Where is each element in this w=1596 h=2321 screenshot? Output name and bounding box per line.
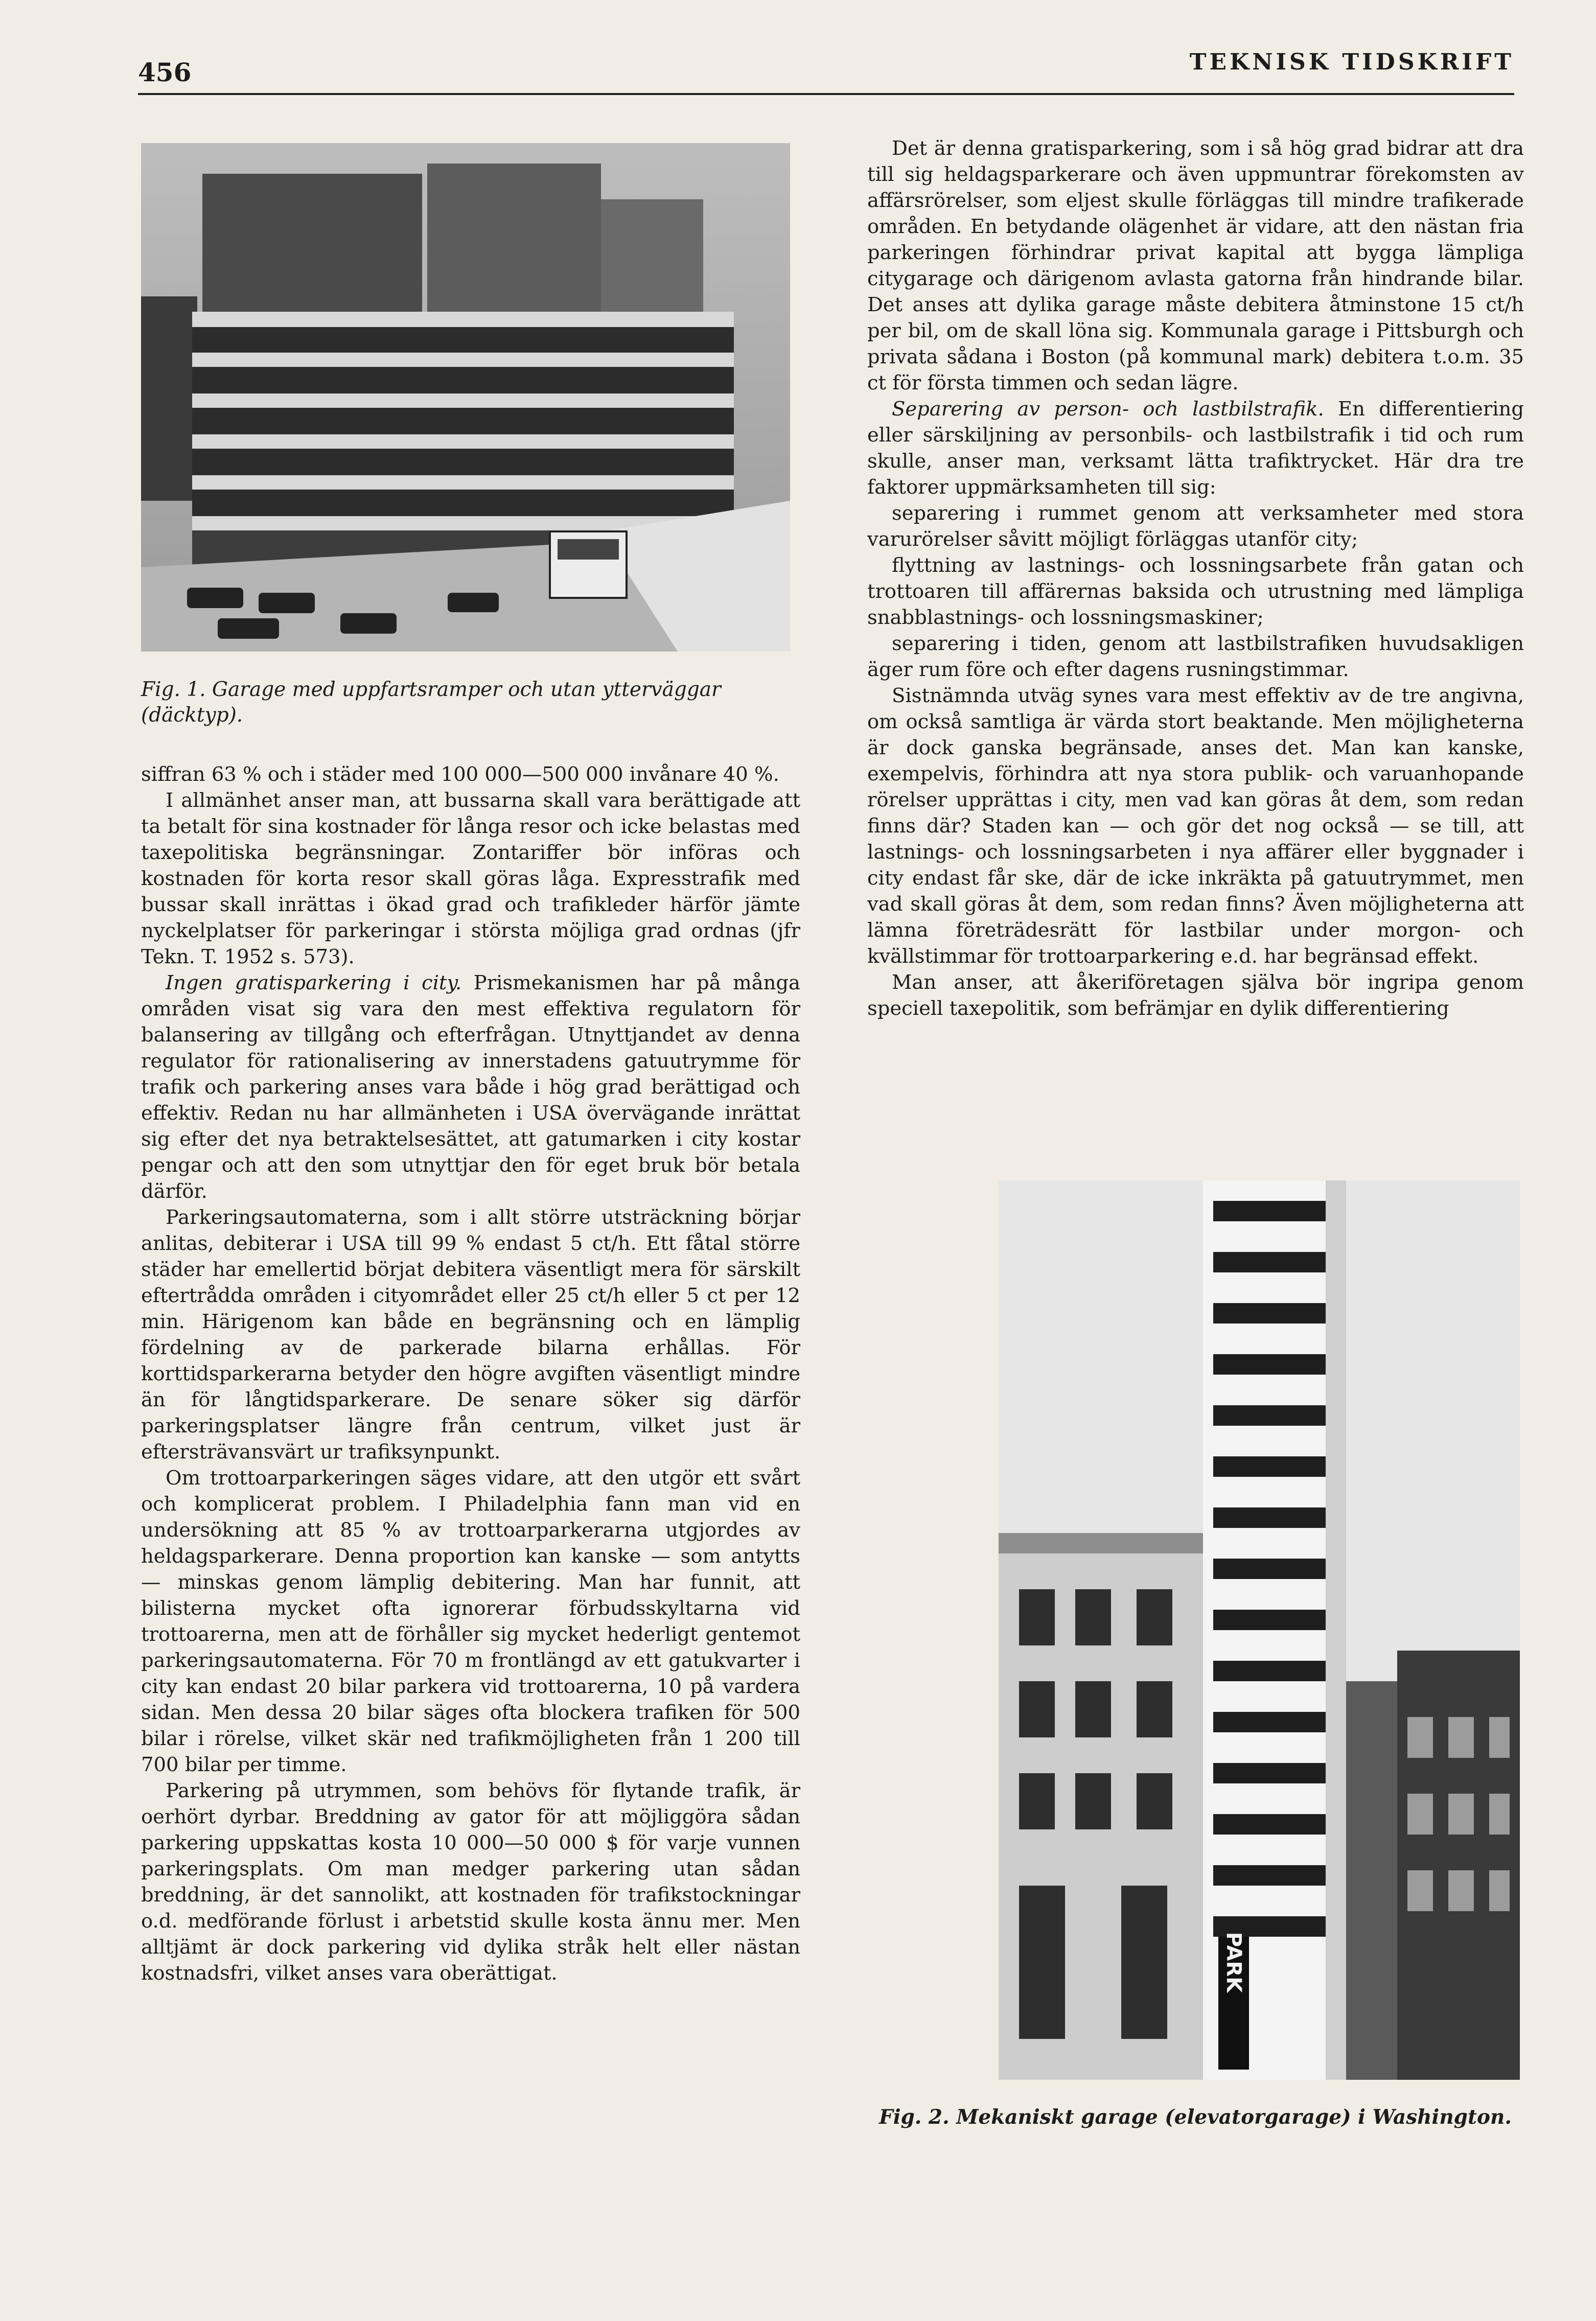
right-column [867,135,1524,1022]
paragraph: Om trottoarparkeringen säges vidare, att den utgör ett svårt och komplicerat problem. I Philadelphia fann man vid en undersökning att 85 % av trottoarparkerarna utgjordes av heldagsparkerare. Denna proportion kan kanske — som antytts — minskas genom lämplig debitering. Man har funnit, att bilisterna mycket ofta ignorerar förbudsskyltarna vid trottoarerna, men att de förhåller sig mycket hederligt gentemot parkeringsautomaterna. För 70 m frontlängd av ett gatukvarter i city kan endast 20 bilar parkera vid trottoarerna, 10 på vardera sidan. Men dessa 20 bilar säges ofta blockera trafiken för 500 bilar i rörelse, vilket skär ned trafikmöjligheten från 1 200 till 700 bilar per timme. [141,1467,800,1776]
paragraph: siffran 63 % och i städer med 100 000—500 000 invånare 40 %. [141,763,779,786]
paragraph-text: En differentiering eller särskiljning av personbils- och lastbilstrafik i tid och rum skulle, anser man, verksamt lätta trafiktrycket. Här dra tre faktorer uppmärksamheten till sig: [867,398,1524,499]
list-item: flyttning av lastnings- och lossningsarbete från gatan och trottoaren till affärernas baksida och utrustning med lämpliga snabblastnings- och lossningsmaskiner; [867,554,1524,629]
list-item: separering i rummet genom att verksamheter med stora varurörelser såvitt möjligt förläggas utanför city; [867,502,1524,551]
list-item: separering i tiden, genom att lastbilstrafiken huvudsakligen äger rum före och efter dagens rusningstimmar. [867,632,1524,681]
paragraph [141,970,800,1204]
paragraph [867,396,1524,500]
left-column [141,761,800,1986]
paragraph: Parkeringsautomaterna, som i allt större utsträckning börjar anlitas, debiterar i USA till 99 % endast 5 ct/h. Ett fåtal större städer har emellertid börjat debitera väsentligt mera för särskilt eftertrådda områden i cityområdet eller 25 ct/h eller 5 ct per 12 min. Härigenom kan både en begränsning och en lämplig fördelning av de parkerade bilarna erhållas. För korttidsparkerarna betyder den högre avgiften väsentligt mindre än för långtidsparkerare. De senare söker sig därför parkeringsplatser längre från centrum, vilket just är eftersträvansvärt ur trafiksynpunkt. [141,1206,800,1464]
paragraph: Sistnämnda utväg synes vara mest effektiv av de tre angivna, om också samtliga är värda stort beaktande. Men möjligheterna är dock ganska begränsade, anses det. Man kan kanske, exempelvis, förhindra att nya stora publik- och varuanhopande rörelser upprättas i city, men vad kan göras åt dem, som redan finns där? Staden kan — och gör det nog också — se till, att lastnings- och lossningsarbeten i nya affärer eller byggnader i city endast får ske, där de icke inkräkta på gatuutrymmet, men vad skall göras åt dem, som redan finns? Även möjligheterna att lämna företrädesrätt för lastbilar under morgon- och kvällstimmar för trottoarparkering e.d. har begränsad effekt. [867,684,1524,968]
figure-1-photo [141,143,790,652]
park-sign-label: PARK [1222,1932,1245,1993]
section-heading: Separering av person- och lastbilstrafik. [892,398,1324,421]
paragraph: Man anser, att åkeriföretagen själva bör ingripa genom speciell taxepolitik, som befrämjar en dylik differentiering [867,971,1524,1020]
figure-2-photo [999,1180,1520,2080]
garage-photo-illustration [141,143,790,652]
garage-window-bands [1213,1201,1336,1937]
elevator-garage-photo-illustration [999,1180,1520,2080]
header-rule [138,93,1514,95]
page-number: 456 [138,57,192,87]
figure-1-caption: Fig. 1. Garage med uppfartsramper och utan ytterväggar (däcktyp). [141,678,721,727]
section-heading: Ingen gratisparkering i city. [166,971,462,994]
journal-title: TEKNISK TIDSKRIFT [1189,49,1514,75]
paragraph: Det är denna gratisparkering, som i så hög grad bidrar att dra till sig heldagsparkerare och även uppmuntrar förekomsten av affärsrörelser, som eljest skulle förläggas till mindre trafikerade områden. En betydande olägenhet är vidare, att den nästan fria parkeringen förhindrar privat kapital att bygga lämpliga citygarage och därigenom avlasta gatorna från hindrande bilar. Det anses att dylika garage måste debitera åtminstone 15 ct/h per bil, om de skall löna sig. Kommunala garage i Pittsburgh och privata sådana i Boston (på kommunal mark) debitera t.o.m. 35 ct för första timmen och sedan lägre. [867,137,1524,394]
paragraph: I allmänhet anser man, att bussarna skall vara berättigade att ta betalt för sina kostnader för långa resor och icke belastas med taxepolitiska begränsningar. Zontariffer bör införas och kostnaden för korta resor skall göras låga. Expresstrafik med bussar skall inrättas i ökad grad och trafikleder härför jämte nyckelplatser för parkeringar i största möjliga grad ordnas (jfr Tekn. T. 1952 s. 573). [141,789,800,968]
figure-2-caption: Fig. 2. Mekaniskt garage (elevatorgarage) i Washington. [879,2105,1512,2129]
paragraph-text: Prismekanismen har på många områden visat sig vara den mest effektiva regulatorn för balansering av tillgång och efterfrågan. Utnyttjandet av denna regulator för rationalisering av innerstadens gatuutrymme för trafik och parkering anses vara både i hög grad berättigad och effektiv. Redan nu har allmänheten i USA övervägande inrättat sig efter det nya betraktelsesättet, att gatumarken i city kostar pengar och att den som utnyttjar den för eget bruk bör betala därför. [141,971,800,1203]
paragraph: Parkering på utrymmen, som behövs för flytande trafik, är oerhört dyrbar. Breddning av gator för att möjliggöra sådan parkering uppskattas kosta 10 000—50 000 $ för varje vunnen parkeringsplats. Om man medger parkering utan sådan breddning, är det sannolikt, att kostnaden för trafikstockningar o.d. medförande förlust i arbetstid skulle kosta ännu mer. Men alltjämt är dock parkering vid dylika stråk helt eller nästan kostnadsfri, vilket anses vara oberättigat. [141,1779,800,1985]
